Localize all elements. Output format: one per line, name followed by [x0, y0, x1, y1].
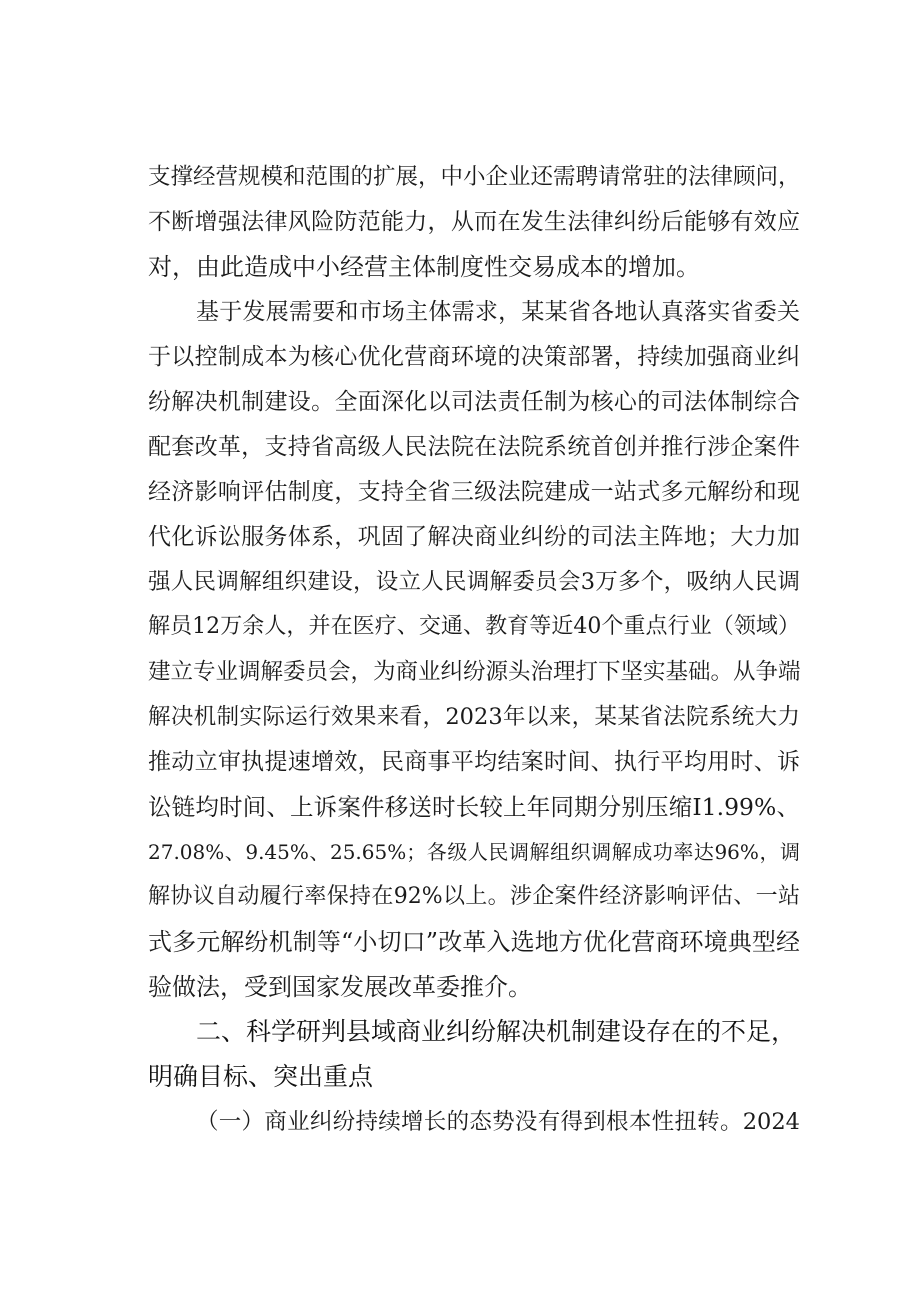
- body-text-line: 解协议自动履行率保持在92%以上。涉企案件经济影响评估、一站: [148, 884, 800, 909]
- body-text-line: 经济影响评估制度，支持全省三级法院建成一站式多元解纷和现: [148, 479, 800, 505]
- body-text-line: 式多元解纷机制等“小切口”改革入选地方优化营商环境典型经: [148, 928, 800, 956]
- body-text-line: 配套改革，支持省高级人民法院在法院系统首创并推行涉企案件: [148, 434, 800, 460]
- body-text-line: 推动立审执提速增效，民商事平均结案时间、执行平均用时、诉: [148, 749, 800, 775]
- body-text-line: 不断增强法律风险防范能力，从而在发生法律纠纷后能够有效应: [148, 209, 800, 235]
- body-text-line: 于以控制成本为核心优化营商环境的决策部署，持续加强商业纠: [148, 344, 800, 370]
- section-heading: 二、科学研判县域商业纠纷解决机制建设存在的不足，: [196, 1017, 797, 1046]
- body-text-line: 强人民调解组织建设，设立人民调解委员会3万多个，吸纳人民调: [148, 569, 800, 595]
- body-text-line: 纷解决机制建设。全面深化以司法责任制为核心的司法体制综合: [148, 389, 800, 415]
- body-text-line: 27.08%、9.45%、25.65%；各级人民调解组织调解成功率达96%，调: [148, 840, 800, 864]
- section-heading: 明确目标、突出重点: [148, 1062, 374, 1091]
- body-text-line: 建立专业调解委员会，为商业纠纷源头治理打下坚实基础。从争端: [148, 659, 801, 685]
- body-text-line: 对，由此造成中小经营主体制度性交易成本的增加。: [148, 253, 700, 281]
- body-text-line: 解员12万余人，并在医疗、交通、教育等近40个重点行业（领域）: [148, 614, 800, 639]
- body-text-line: 验做法，受到国家发展改革委推介。: [148, 973, 532, 1001]
- body-text-line: 支撑经营规模和范围的扩展，中小企业还需聘请常驻的法律顾问，: [148, 164, 801, 190]
- body-text-line: 代化诉讼服务体系，巩固了解决商业纠纷的司法主阵地；大力加: [148, 524, 800, 550]
- subsection-text-line: （一）商业纠纷持续增长的态势没有得到根本性扭转。2024: [196, 1109, 800, 1135]
- body-text-line: 讼链均时间、上诉案件移送时长较上年同期分别压缩I1.99%、: [148, 793, 800, 821]
- body-text-line: 解决机制实际运行效果来看，2023年以来，某某省法院系统大力: [148, 704, 800, 730]
- body-text-line: 基于发展需要和市场主体需求，某某省各地认真落实省委关: [196, 299, 800, 325]
